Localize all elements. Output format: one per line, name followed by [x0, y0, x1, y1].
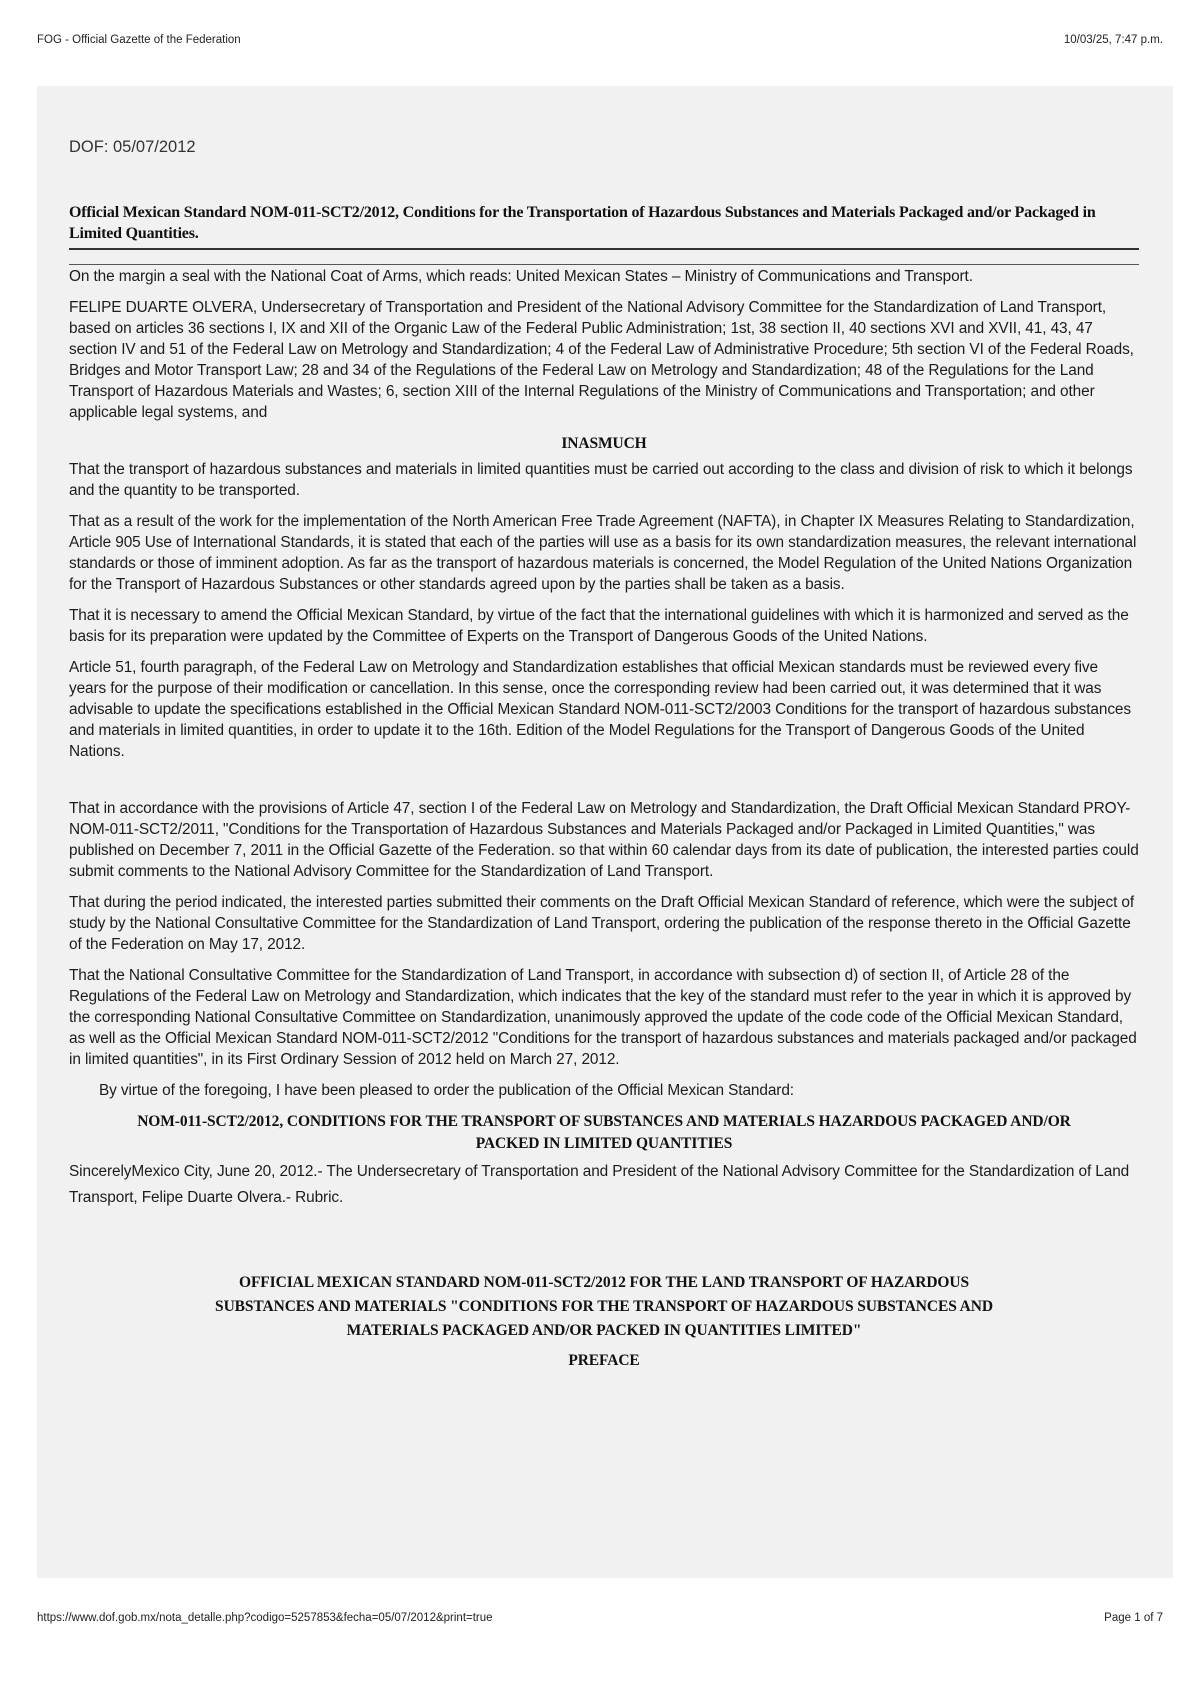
consideration-paragraph: That as a result of the work for the implementation of the North American Free Trade Agreement (NAFTA), in Chapter IX Measures Relating to Standardization, Article 905 Use of International Standards, it is stated that each of the parties will use as a basis for its own standardization measures, the relevant international standards or those of imminent adoption. As far as the transport of hazardous materials is concerned, the Model Regulation of the United Nations Organization for the Transport of Hazardous Substances or other standards agreed upon by the parties shall be taken as a basis.: [69, 513, 1137, 593]
dof-date: DOF: 05/07/2012: [69, 138, 196, 156]
consideration-paragraph: That the National Consultative Committee for the Standardization of Land Transport, in accordance with subsection d) of section II, of Article 28 of the Regulations of the Federal Law on Metrology and Standardization, which indicates that the key of the standard must refer to the year in which it is approved by the corresponding National Consultative Committee on Standardization, unanimously approved the update of the code code of the Official Mexican Standard, as well as the Official Mexican Standard NOM-011-SCT2/2012 "Conditions for the transport of hazardous substances and materials packaged and/or packaged in limited quantities", in its First Ordinary Session of 2012 held on March 27, 2012.: [69, 967, 1137, 1068]
preamble: FELIPE DUARTE OLVERA, Undersecretary of Transportation and President of the National Advisory Committee for the Standardization of Land Transport, based on articles 36 sections I, IX and XII of the Organic Law of the Federal Public Administration; 1st, 38 section II, 40 sections XVI and XVII, 41, 43, 47 section IV and 51 of the Federal Law on Metrology and Standardization; 4 of the Federal Law of Administrative Procedure; 5th section VI of the Federal Roads, Bridges and Motor Transport Law; 28 and 34 of the Regulations of the Federal Law on Metrology and Standardization; 48 of the Regulations for the Land Transport of Hazardous Materials and Wastes; 6, section XIII of the Internal Regulations of the Ministry of Communications and Transportation; and other applicable legal systems, and: [69, 299, 1134, 421]
consideration-paragraph: That in accordance with the provisions of Article 47, section I of the Federal Law on Metrology and Standardization, the Draft Official Mexican Standard PROY-NOM-011-SCT2/2011, "Conditions for the Transportation of Hazardous Substances and Materials Packaged and/or Packaged in Limited Quantities," was published on December 7, 2011 in the Official Gazette of the Federation. so that within 60 calendar days from its date of publication, the interested parties could submit comments to the National Advisory Committee for the Standardization of Land Transport.: [69, 800, 1139, 880]
consideration-paragraph: That during the period indicated, the interested parties submitted their comments on the Draft Official Mexican Standard of reference, which were the subject of study by the National Consultative Committee for the Standardization of Land Transport, ordering the publication of the response thereto in the Official Gazette of the Federation on May 17, 2012.: [69, 894, 1135, 953]
page-number: Page 1 of 7: [1104, 1612, 1163, 1624]
print-header-timestamp: 10/03/25, 7:47 p.m.: [1063, 34, 1163, 46]
document-title: Official Mexican Standard NOM-011-SCT2/2012, Conditions for the Transportation of Hazardous Substances and Materials Packaged and/or Packaged in Limited Quantities.: [69, 204, 1096, 242]
page-url: https://www.dof.gob.mx/nota_detalle.php?codigo=5257853&fecha=05/07/2012&print=true: [37, 1612, 493, 1624]
order-title: NOM-011-SCT2/2012, CONDITIONS FOR THE TRANSPORT OF SUBSTANCES AND MATERIALS HAZARDOUS PACKAGED AND/OR PACKED IN LIMITED QUANTITIES: [137, 1113, 1071, 1152]
title-divider-thin: [69, 264, 1139, 265]
standard-title: OFFICIAL MEXICAN STANDARD NOM-011-SCT2/2012 FOR THE LAND TRANSPORT OF HAZARDOUS SUBSTANCES AND MATERIALS "CONDITIONS FOR THE TRANSPORT OF HAZARDOUS SUBSTANCES AND MATERIALS PACKAGED AND/OR PACKED IN QUANTITIES LIMITED": [215, 1274, 993, 1339]
document-page: [37, 86, 1173, 1578]
consideration-paragraph: That it is necessary to amend the Official Mexican Standard, by virtue of the fact that the international guidelines with which it is harmonized and served as the basis for its preparation were updated by the Committee of Experts on the Transport of Dangerous Goods of the United Nations.: [69, 607, 1129, 645]
preface-heading: PREFACE: [568, 1352, 640, 1369]
consideration-paragraph: Article 51, fourth paragraph, of the Federal Law on Metrology and Standardization establishes that official Mexican standards must be reviewed every five years for the purpose of their modification or cancellation. In this sense, once the corresponding review had been carried out, it was determined that it was advisable to update the specifications established in the Official Mexican Standard NOM-011-SCT2/2003 Conditions for the transport of hazardous substances and materials in limited quantities, in order to update it to the 16th. Edition of the Model Regulations for the Transport of Dangerous Goods of the United Nations.: [69, 659, 1131, 760]
consideration-paragraph: That the transport of hazardous substances and materials in limited quantities must be carried out according to the class and division of risk to which it belongs and the quantity to be transported.: [69, 461, 1133, 499]
signature: SincerelyMexico City, June 20, 2012.- The Undersecretary of Transportation and President of the National Advisory Committee for the Standardization of Land Transport, Felipe Duarte Olvera.- Rubric.: [69, 1163, 1130, 1206]
title-divider-thick: [69, 248, 1139, 250]
order-statement: By virtue of the foregoing, I have been pleased to order the publication of the Official Mexican Standard:: [99, 1082, 794, 1099]
print-header-title: FOG - Official Gazette of the Federation: [37, 34, 241, 46]
inasmuch-heading: INASMUCH: [561, 435, 647, 452]
margin-note: On the margin a seal with the National Coat of Arms, which reads: United Mexican States – Ministry of Communications and Transport.: [69, 268, 973, 285]
document-body: [69, 266, 1139, 1373]
